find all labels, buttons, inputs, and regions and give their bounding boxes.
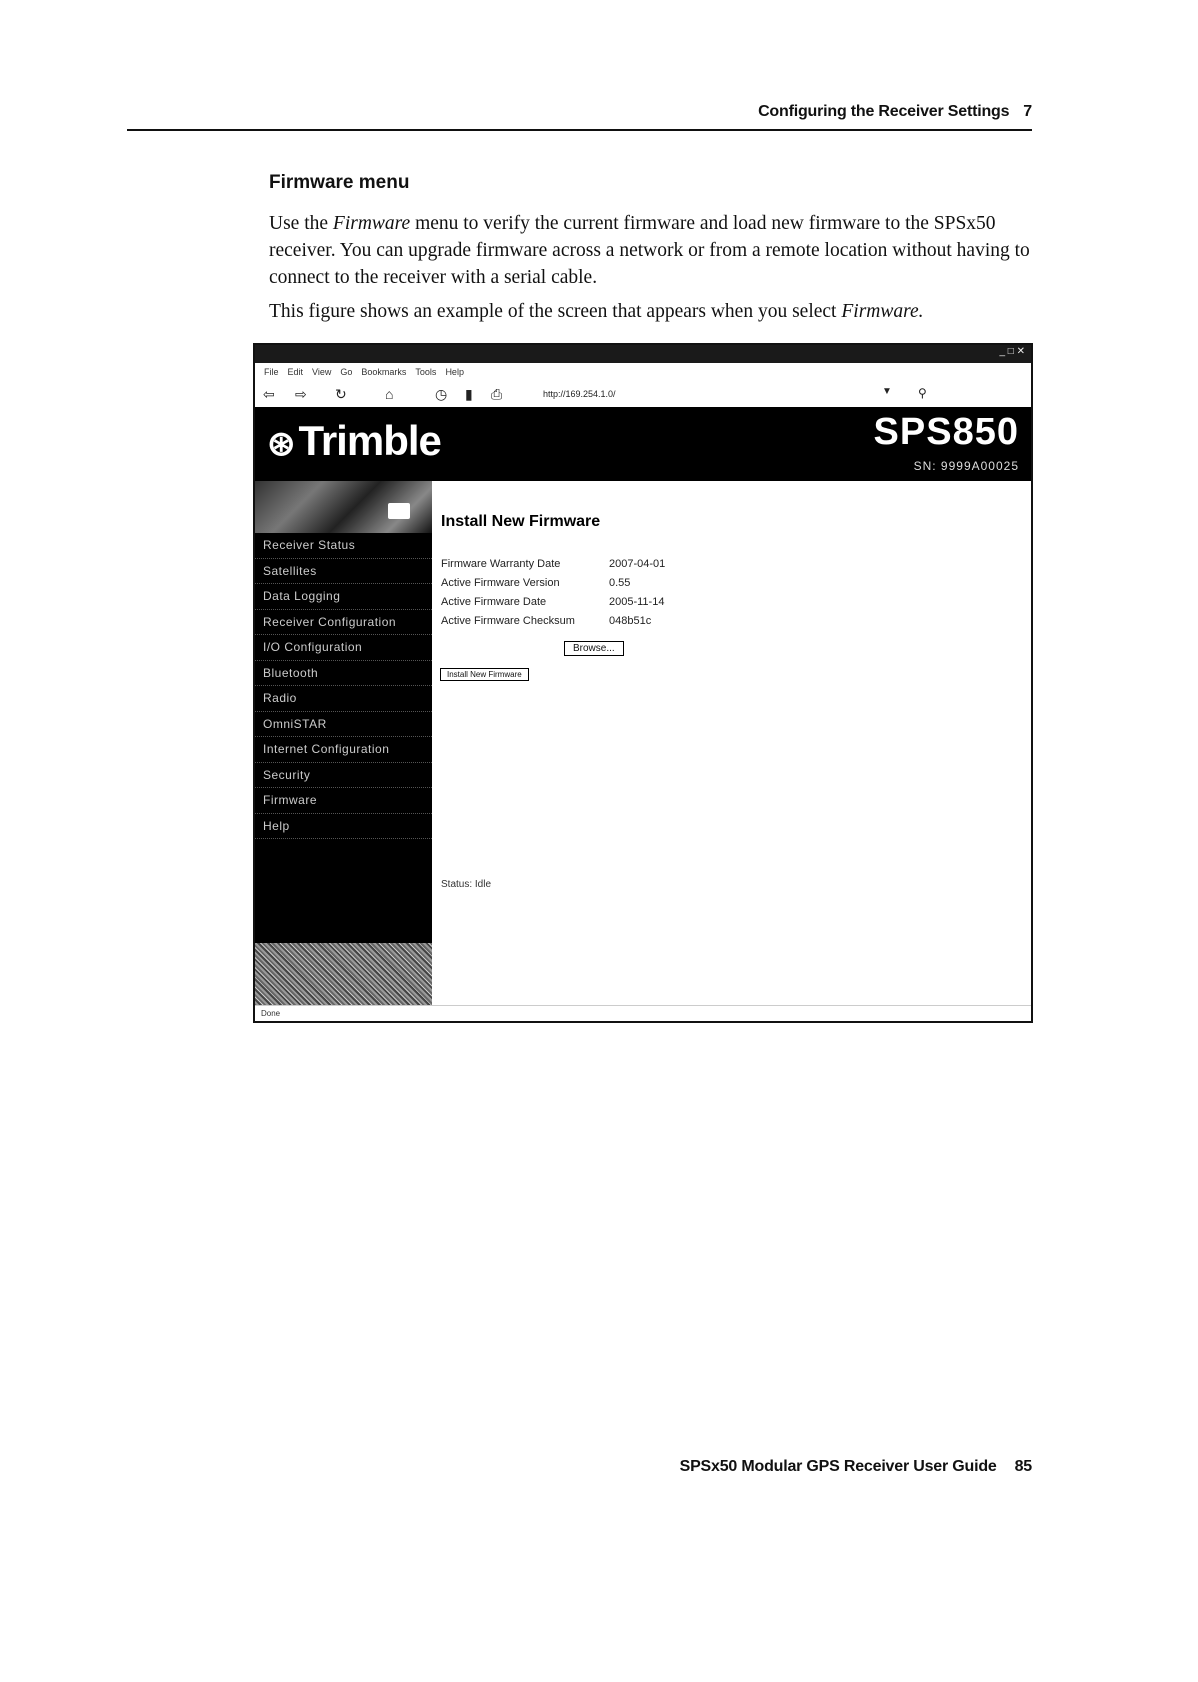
trimble-logo — [267, 417, 441, 465]
forward-icon[interactable]: ⇨ — [295, 386, 307, 402]
info-row — [441, 593, 665, 612]
sidebar-nav — [255, 533, 432, 839]
paragraph-1-text-a: Use the — [269, 213, 333, 234]
menu-edit[interactable]: Edit — [287, 367, 304, 377]
sidebar-item-receiver-configuration[interactable]: Receiver Configuration — [255, 610, 432, 636]
sidebar-item-radio[interactable]: Radio — [255, 686, 432, 712]
info-label: Firmware Warranty Date — [441, 558, 561, 570]
firmware-screenshot — [253, 343, 1033, 1023]
paragraph-1-text-b: menu to verify the current firmware and load new firmware to the SPSx50 receiver. You can upgrade firmware across a network or from a remote location without having to connect to the receiver with a serial cable. — [269, 213, 1030, 288]
model-name: SPS850 — [873, 411, 1019, 453]
paragraph-1 — [269, 210, 1049, 291]
paragraph-2 — [269, 298, 1049, 325]
section-title: Firmware menu — [269, 172, 410, 193]
serial-number: SN: 9999A00025 — [913, 459, 1019, 473]
address-bar[interactable]: http://169.254.1.0/ — [543, 389, 616, 399]
status-text: Status: Idle — [441, 879, 492, 890]
dropdown-icon[interactable]: ▼ — [882, 386, 892, 397]
statusbar-text: Done — [261, 1009, 281, 1018]
info-row — [441, 555, 665, 574]
menu-file[interactable]: File — [264, 367, 279, 377]
logo-text: Trimble — [298, 417, 441, 464]
sidebar — [255, 481, 432, 1006]
sidebar-item-internet-configuration[interactable]: Internet Configuration — [255, 737, 432, 763]
running-head — [127, 101, 1032, 131]
bookmarks-icon[interactable]: ▮ — [465, 386, 473, 402]
brand-header — [255, 407, 1031, 481]
info-value: 2005-11-14 — [609, 596, 665, 608]
sidebar-graphic — [255, 481, 432, 533]
back-icon[interactable]: ⇦ — [263, 386, 275, 402]
history-icon[interactable]: ◷ — [435, 386, 448, 402]
sidebar-item-security[interactable]: Security — [255, 763, 432, 789]
sidebar-item-data-logging[interactable]: Data Logging — [255, 584, 432, 610]
browser-menubar — [255, 363, 1031, 382]
chapter-number: 7 — [1023, 103, 1032, 120]
menu-bookmarks[interactable]: Bookmarks — [361, 367, 407, 377]
sidebar-item-io-configuration[interactable]: I/O Configuration — [255, 635, 432, 661]
print-icon[interactable]: ⎙ — [491, 386, 503, 402]
info-label: Active Firmware Version — [441, 577, 560, 589]
main-content — [432, 481, 1029, 1006]
sidebar-item-bluetooth[interactable]: Bluetooth — [255, 661, 432, 687]
page-number: 85 — [1014, 1458, 1032, 1475]
browser-titlebar — [255, 345, 1031, 363]
menu-tools[interactable]: Tools — [415, 367, 437, 377]
browse-button[interactable]: Browse... — [564, 641, 624, 656]
info-value: 048b51c — [609, 615, 652, 627]
menu-view[interactable]: View — [312, 367, 332, 377]
sidebar-item-omnistar[interactable]: OmniSTAR — [255, 712, 432, 738]
sidebar-item-receiver-status[interactable]: Receiver Status — [255, 533, 432, 559]
footer-title: SPSx50 Modular GPS Receiver User Guide — [679, 1458, 997, 1475]
info-value: 2007-04-01 — [609, 558, 666, 570]
info-value: 0.55 — [609, 577, 631, 589]
info-row — [441, 612, 665, 631]
running-head-title: Configuring the Receiver Settings — [758, 103, 1010, 120]
trimble-globe-icon: ⊛ — [267, 425, 295, 463]
info-label: Active Firmware Date — [441, 596, 547, 608]
menu-help[interactable]: Help — [445, 367, 464, 377]
paragraph-2-emphasis: Firmware. — [841, 301, 924, 322]
search-icon[interactable]: ⚲ — [918, 386, 927, 400]
browser-statusbar — [255, 1005, 1031, 1021]
menu-go[interactable]: Go — [340, 367, 353, 377]
page-title: Install New Firmware — [441, 513, 601, 530]
firmware-info — [441, 555, 665, 631]
paragraph-2-text: This figure shows an example of the screen that appears when you select — [269, 301, 842, 322]
page-footer — [680, 1458, 1032, 1476]
sidebar-item-help[interactable]: Help — [255, 814, 432, 840]
info-row — [441, 574, 665, 593]
paragraph-1-emphasis: Firmware — [332, 213, 411, 234]
reload-icon[interactable]: ↻ — [335, 386, 347, 402]
window-controls-icon[interactable]: _ □ ✕ — [999, 346, 1025, 357]
sidebar-item-satellites[interactable]: Satellites — [255, 559, 432, 585]
sidebar-item-firmware[interactable]: Firmware — [255, 788, 432, 814]
home-icon[interactable]: ⌂ — [385, 386, 394, 402]
receiver-icon — [388, 503, 410, 519]
browser-toolbar — [255, 381, 1031, 407]
info-label: Active Firmware Checksum — [441, 615, 575, 627]
install-new-firmware-button[interactable]: Install New Firmware — [440, 668, 529, 681]
